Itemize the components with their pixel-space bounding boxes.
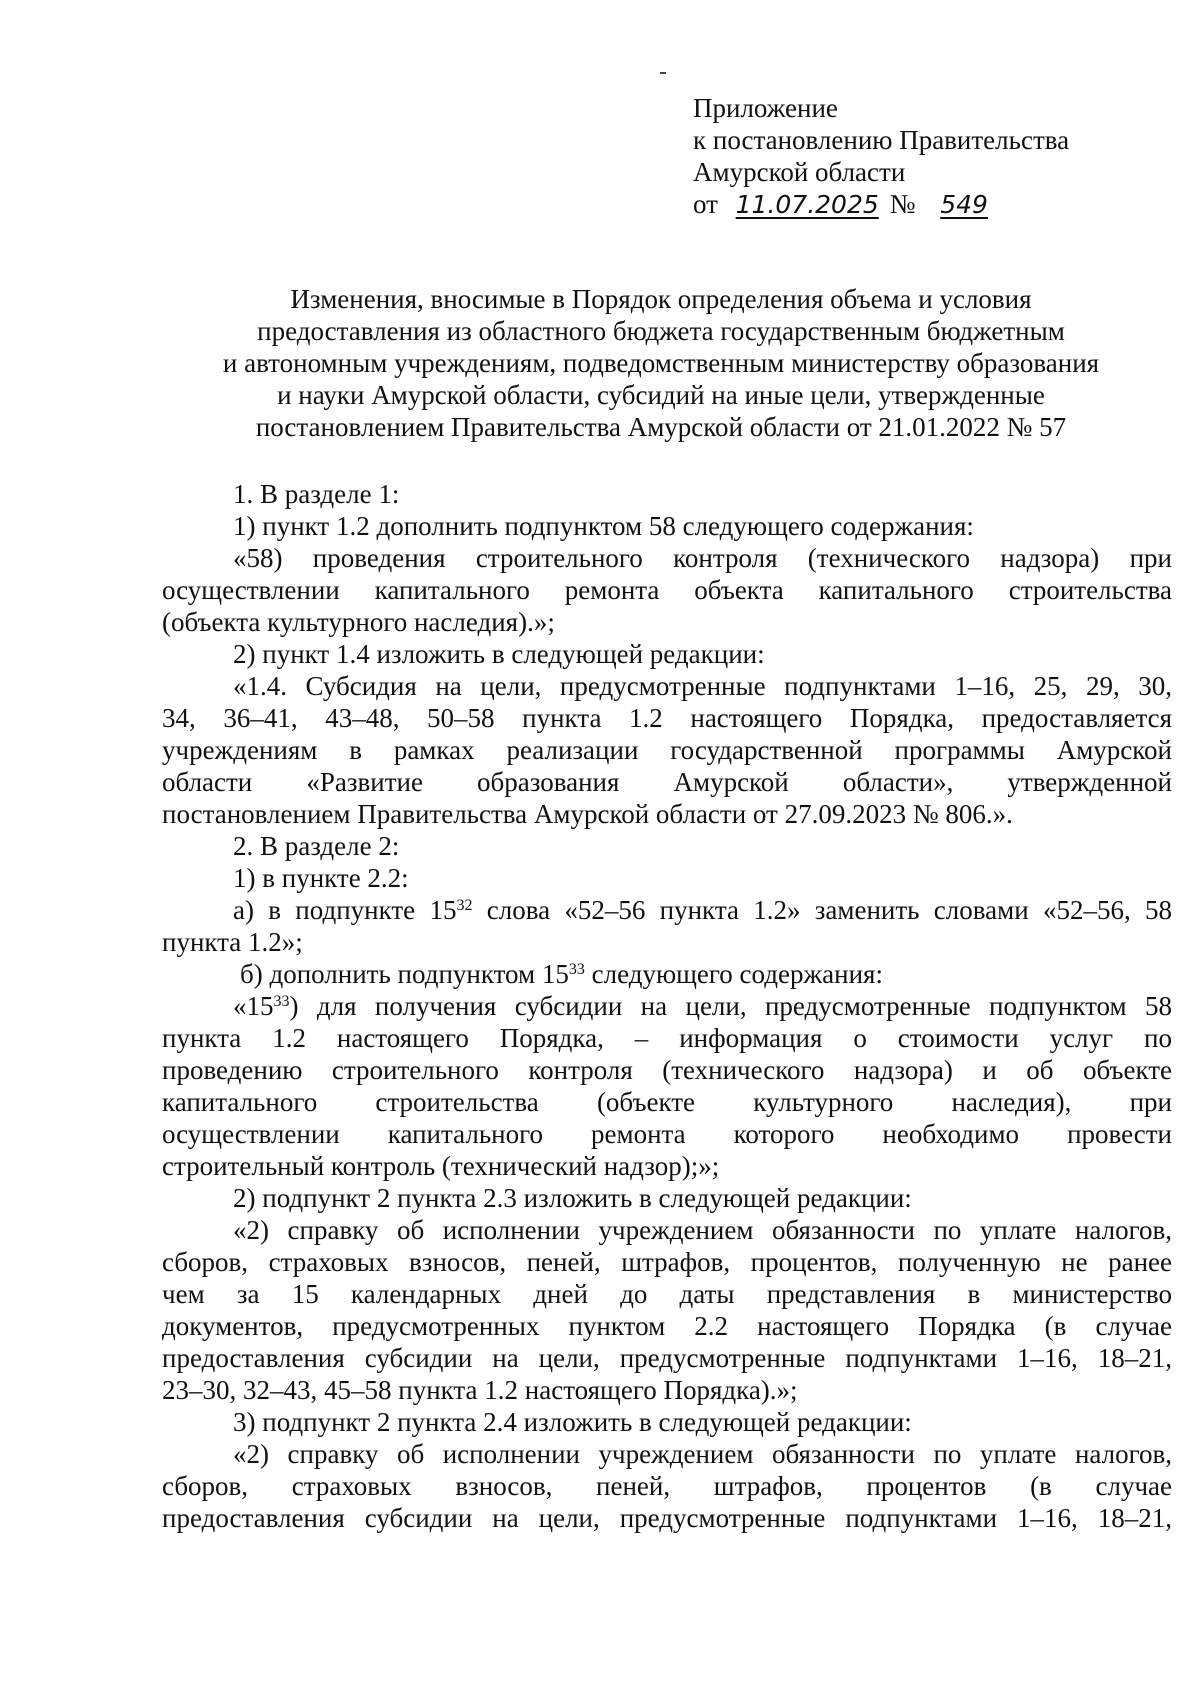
body-line: [162, 958, 1172, 990]
body-line: «2) справку об исполнении учреждением обязанности по уплате налогов,: [233, 1439, 1172, 1469]
body-line: сборов, страховых взносов, пеней, штрафов, процентов, полученную не ранее: [162, 1247, 1172, 1277]
body-line: проведению строительного контроля (технического надзора) и об объекте: [162, 1055, 1172, 1085]
body-line: (объекта культурного наследия).»;: [162, 607, 555, 637]
body-line: «2) справку об исполнении учреждением обязанности по уплате налогов,: [233, 1215, 1172, 1245]
body-line: 23–30, 32–43, 45–58 пункта 1.2 настоящего Порядка).»;: [162, 1375, 798, 1405]
body-line: «1.4. Субсидия на цели, предусмотренные подпунктами 1–16, 25, 29, 30,: [233, 671, 1172, 701]
body-line: [162, 990, 1172, 1022]
body-line: сборов, страховых взносов, пеней, штрафов, процентов (в случае: [162, 1471, 1172, 1501]
document-body: [162, 478, 1172, 1534]
body-line: 2. В разделе 2:: [233, 831, 400, 861]
date-prefix: от: [693, 189, 718, 219]
header-date-line: [693, 188, 1153, 221]
handwritten-number: 549: [940, 190, 988, 219]
body-line: пункта 1.2»;: [162, 927, 303, 957]
title-line-1: Изменения, вносимые в Порядок определения объема и условия: [290, 284, 1032, 314]
body-line: чем за 15 календарных дней до даты представления в министерство: [162, 1279, 1172, 1309]
superscript: 32: [456, 897, 473, 914]
line-text: [233, 991, 1172, 1021]
body-line: осуществлении капитального ремонта которого необходимо провести: [162, 1119, 1172, 1149]
title-line-4: и науки Амурской области, субсидий на иные цели, утвержденные: [277, 380, 1045, 410]
superscript: 33: [273, 993, 290, 1010]
handwritten-date: 11.07.2025: [735, 190, 879, 219]
line-text-part: «15: [233, 991, 274, 1021]
line-text: [233, 895, 1172, 925]
body-line: 1. В разделе 1:: [233, 479, 400, 509]
header-line-1: Приложение: [693, 93, 838, 123]
title-line-5: постановлением Правительства Амурской области от 21.01.2022 № 57: [255, 412, 1067, 442]
body-line: «58) проведения строительного контроля (технического надзора) при: [233, 543, 1172, 573]
appendix-header: [693, 92, 1153, 221]
line-text-part: ) для получения субсидии на цели, предусмотренные подпунктом 58: [289, 991, 1172, 1021]
line-text-part: б) дополнить подпунктом 15: [240, 959, 569, 989]
superscript: 33: [568, 961, 585, 978]
body-line: предоставления субсидии на цели, предусмотренные подпунктами 1–16, 18–21,: [162, 1503, 1172, 1533]
title-line-3: и автономным учреждениям, подведомственным министерству образования: [222, 348, 1100, 378]
body-line: капитального строительства (объекте культурного наследия), при: [162, 1087, 1172, 1117]
body-line: 1) в пункте 2.2:: [233, 863, 409, 893]
body-line: 2) подпункт 2 пункта 2.3 изложить в следующей редакции:: [233, 1183, 912, 1213]
body-line: документов, предусмотренных пунктом 2.2 настоящего Порядка (в случае: [162, 1311, 1172, 1341]
document-title: [150, 283, 1172, 443]
body-line: пункта 1.2 настоящего Порядка, – информация о стоимости услуг по: [162, 1023, 1172, 1053]
scan-mark: [660, 72, 666, 74]
line-text-part: а) в подпункте 15: [233, 895, 457, 925]
body-line: [162, 894, 1172, 926]
body-line: строительный контроль (технический надзор);»;: [162, 1151, 720, 1181]
body-line: учреждениям в рамках реализации государственной программы Амурской: [162, 735, 1172, 765]
body-line: постановлением Правительства Амурской области от 27.09.2023 № 806.».: [162, 799, 1013, 829]
body-line: 34, 36–41, 43–48, 50–58 пункта 1.2 настоящего Порядка, предоставляется: [162, 703, 1172, 733]
line-text-part: следующего содержания:: [584, 959, 883, 989]
line-text-part: слова «52–56 пункта 1.2» заменить словами «52–56, 58: [472, 895, 1172, 925]
body-line: 1) пункт 1.2 дополнить подпунктом 58 следующего содержания:: [233, 511, 974, 541]
body-line: 2) пункт 1.4 изложить в следующей редакции:: [233, 639, 765, 669]
header-line-2: к постановлению Правительства: [693, 125, 1070, 155]
body-line: 3) подпункт 2 пункта 2.4 изложить в следующей редакции:: [233, 1407, 912, 1437]
number-sign: №: [889, 189, 916, 219]
body-line: осуществлении капитального ремонта объекта капитального строительства: [162, 575, 1172, 605]
body-line: области «Развитие образования Амурской области», утвержденной: [162, 767, 1172, 797]
body-line: предоставления субсидии на цели, предусмотренные подпунктами 1–16, 18–21,: [162, 1343, 1172, 1373]
header-line-3: Амурской области: [693, 157, 906, 187]
title-line-2: предоставления из областного бюджета государственным бюджетным: [257, 316, 1065, 346]
